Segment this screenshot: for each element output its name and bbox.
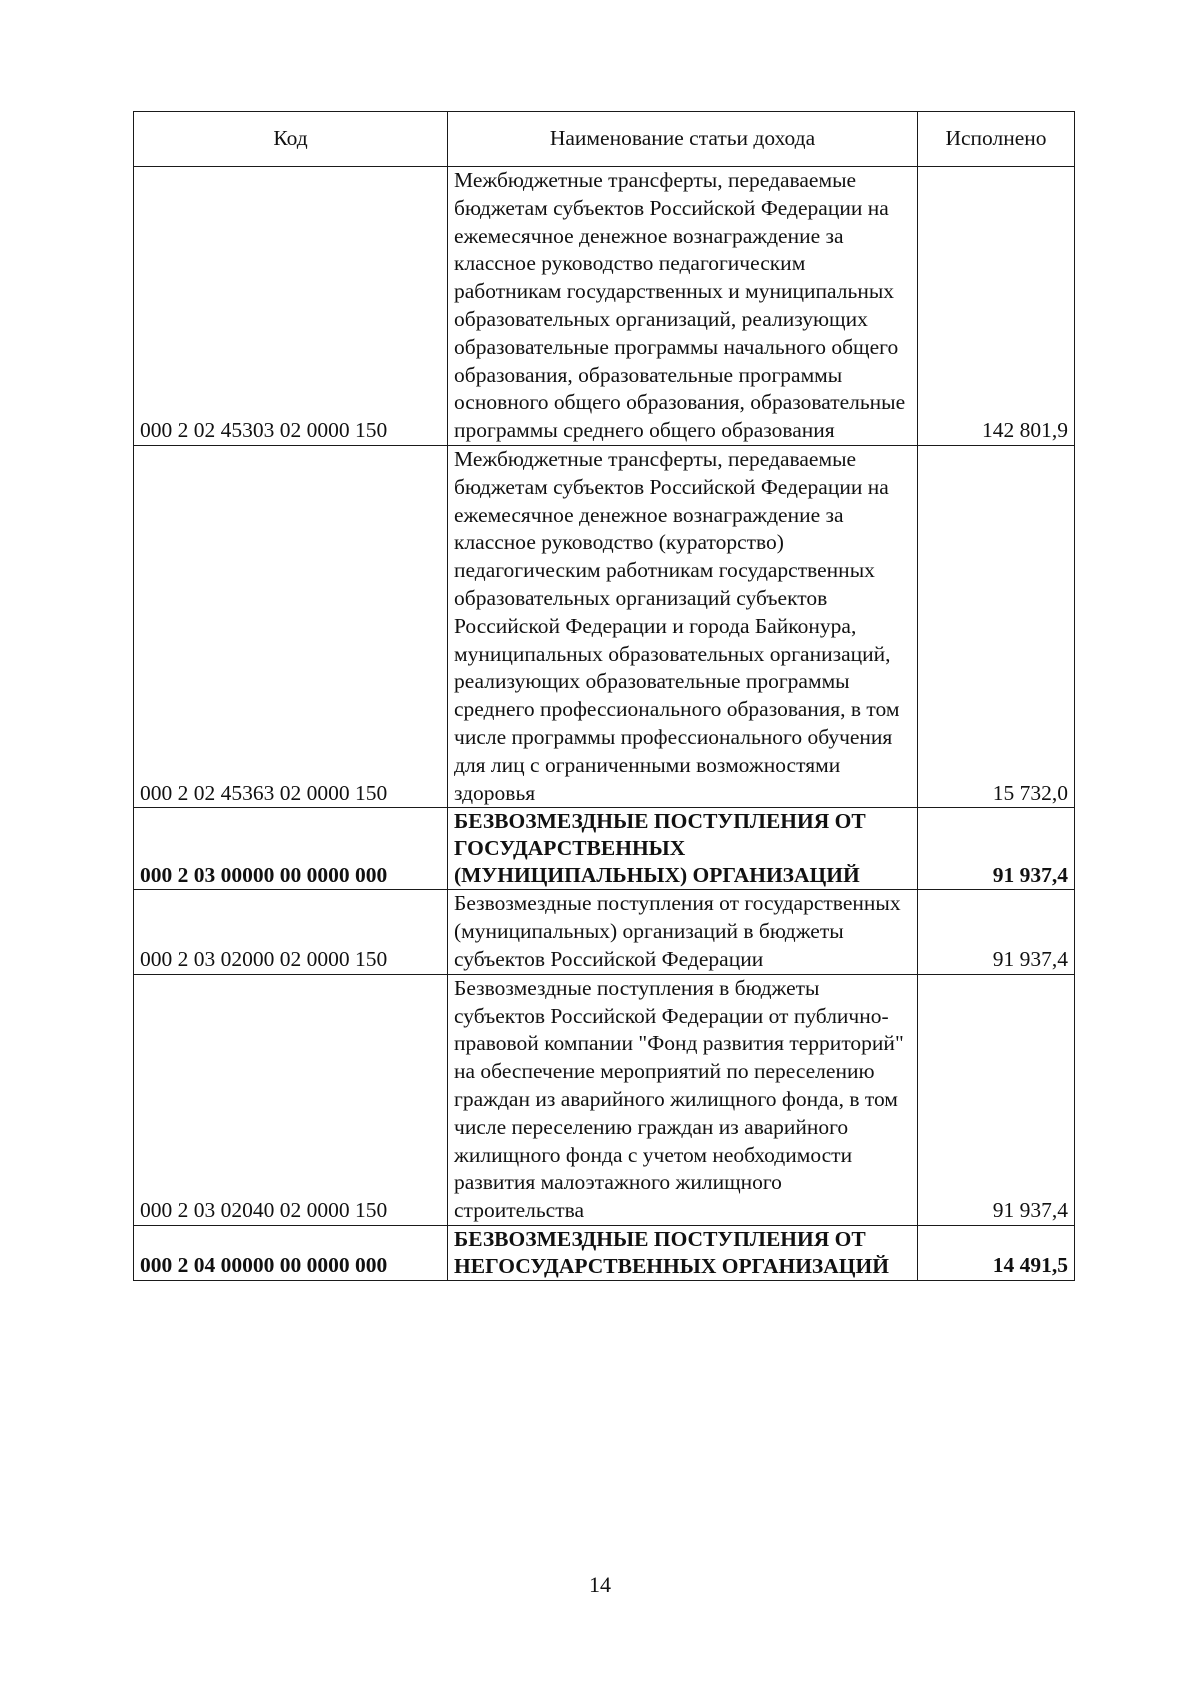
- income-code-cell: 000 2 02 45363 02 0000 150: [134, 445, 448, 807]
- income-name-cell: Безвозмездные поступления в бюджеты субъектов Российской Федерации от публично-правовой компании "Фонд развития территорий" на обеспечение мероприятий по переселению граждан из аварийного жилищного фонда, в том числе переселению граждан из аварийного жилищного фонда с учетом необходимости развития малоэтажного жилищного строительства: [448, 974, 918, 1225]
- table-row: [134, 167, 1075, 446]
- amount-cell: 91 937,4: [918, 974, 1075, 1225]
- column-header-amount: Исполнено: [918, 112, 1075, 167]
- page-number: 14: [589, 1572, 611, 1597]
- income-code-cell: 000 2 03 00000 00 0000 000: [134, 808, 448, 890]
- income-code-cell: 000 2 03 02000 02 0000 150: [134, 890, 448, 974]
- amount-cell: 91 937,4: [918, 890, 1075, 974]
- table-body: [134, 167, 1075, 1281]
- table-row: [134, 890, 1075, 974]
- income-name-cell: БЕЗВОЗМЕЗДНЫЕ ПОСТУПЛЕНИЯ ОТ НЕГОСУДАРСТВЕННЫХ ОРГАНИЗАЦИЙ: [448, 1225, 918, 1280]
- income-code-cell: 000 2 03 02040 02 0000 150: [134, 974, 448, 1225]
- revenue-table: [133, 111, 1075, 1281]
- income-name-cell: БЕЗВОЗМЕЗДНЫЕ ПОСТУПЛЕНИЯ ОТ ГОСУДАРСТВЕННЫХ (МУНИЦИПАЛЬНЫХ) ОРГАНИЗАЦИЙ: [448, 808, 918, 890]
- income-code-cell: 000 2 04 00000 00 0000 000: [134, 1225, 448, 1280]
- column-header-name: Наименование статьи дохода: [448, 112, 918, 167]
- income-code-cell: 000 2 02 45303 02 0000 150: [134, 167, 448, 446]
- amount-cell: 142 801,9: [918, 167, 1075, 446]
- column-header-code: Код: [134, 112, 448, 167]
- income-name-cell: Межбюджетные трансферты, передаваемые бюджетам субъектов Российской Федерации на ежемесячное денежное вознаграждение за классное руководство (кураторство) педагогическим работникам государственных образовательных организаций субъектов Российской Федерации и города Байконура, муниципальных образовательных организаций, реализующих образовательные программы среднего профессионального образования, в том числе программы профессионального обучения для лиц с ограниченными возможностями здоровья: [448, 445, 918, 807]
- income-name-cell: Межбюджетные трансферты, передаваемые бюджетам субъектов Российской Федерации на ежемесячное денежное вознаграждение за классное руководство педагогическим работникам государственных и муниципальных образовательных организаций, реализующих образовательные программы начального общего образования, образовательные программы основного общего образования, образовательные программы среднего общего образования: [448, 167, 918, 446]
- income-name-cell: Безвозмездные поступления от государственных (муниципальных) организаций в бюджеты субъектов Российской Федерации: [448, 890, 918, 974]
- table-row: [134, 808, 1075, 890]
- table-row: [134, 445, 1075, 807]
- table-row: [134, 1225, 1075, 1280]
- amount-cell: 91 937,4: [918, 808, 1075, 890]
- amount-cell: 14 491,5: [918, 1225, 1075, 1280]
- table-row: [134, 974, 1075, 1225]
- table-header-row: [134, 112, 1075, 167]
- amount-cell: 15 732,0: [918, 445, 1075, 807]
